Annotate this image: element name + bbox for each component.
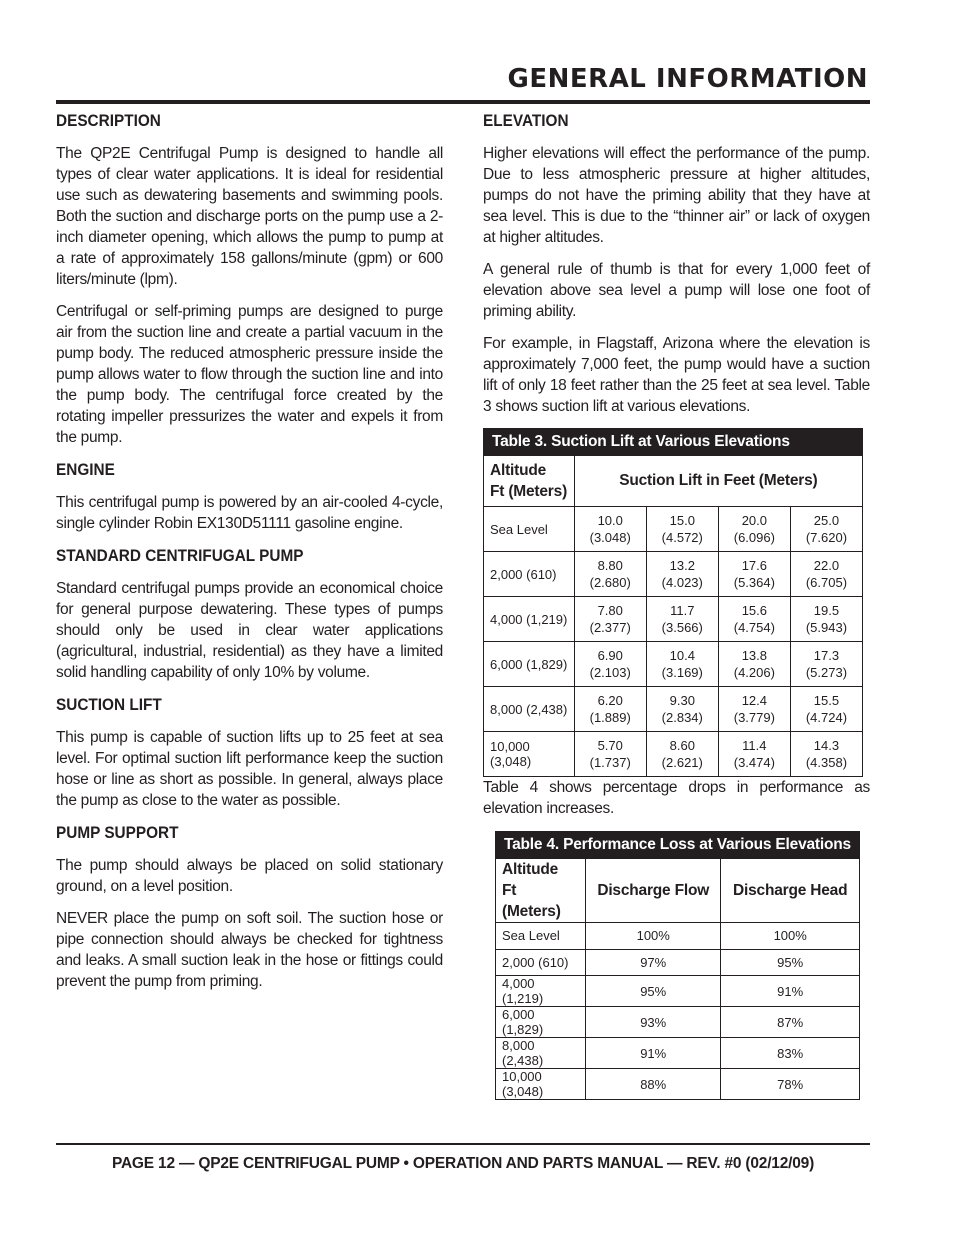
table3-value-cell	[790, 687, 862, 732]
suction-lift-meters: (2.834)	[661, 710, 703, 725]
table4-altitude-cell: 2,000 (610)	[496, 949, 586, 976]
pump-support-paragraph-2: NEVER place the pump on soft soil. The suction hose or pipe connection should always be checked for tightness and leaks. A small suction leak in the hose or fittings could prevent the pump from priming.	[56, 910, 443, 990]
table4-altitude-cell: 10,000 (3,048)	[496, 1069, 586, 1100]
suction-lift-feet: 8.80	[597, 558, 623, 573]
suction-lift-feet: 8.60	[669, 738, 695, 753]
suction-lift-meters: (2.103)	[589, 665, 631, 680]
suction-lift-feet: 15.5	[813, 693, 840, 708]
table3-value-cell	[718, 507, 790, 552]
suction-lift-feet: 15.0	[669, 513, 695, 528]
suction-lift-meters: (4.206)	[733, 665, 775, 680]
table4-flow-cell: 88%	[586, 1069, 721, 1100]
suction-lift-feet: 19.5	[813, 603, 840, 618]
page-footer: PAGE 12 — QP2E CENTRIFUGAL PUMP • OPERATION AND PARTS MANUAL — REV. #0 (02/12/09)	[111, 1155, 815, 1172]
elevation-paragraph-2: A general rule of thumb is that for every 1,000 feet of elevation above sea level a pump will lose one foot of priming ability.	[483, 261, 870, 320]
suction-lift-meters: (4.358)	[805, 755, 848, 770]
table-row	[496, 976, 860, 1007]
table3-value-cell	[574, 507, 646, 552]
table3-altitude-cell: Sea Level	[484, 507, 575, 552]
suction-lift-meters: (3.048)	[589, 530, 631, 545]
table3-value-cell	[718, 552, 790, 597]
suction-lift-feet: 11.7	[670, 603, 695, 618]
table3-suction-lift-header: Suction Lift in Feet (Meters)	[574, 456, 862, 507]
suction-lift-meters: (7.620)	[805, 530, 848, 545]
table-row	[496, 923, 860, 950]
suction-lift-meters: (1.889)	[589, 710, 631, 725]
suction-lift-feet: 17.3	[813, 648, 840, 663]
elevation-paragraph-4: Table 4 shows percentage drops in performance as elevation increases.	[483, 779, 870, 817]
table3-altitude-header-line1: Altitude	[490, 462, 547, 479]
table-row	[496, 949, 860, 976]
suction-lift-feet: 20.0	[741, 513, 767, 528]
elevation-section	[483, 112, 870, 417]
table3-value-cell	[646, 687, 718, 732]
suction-lift-feet: 15.6	[741, 603, 767, 618]
table-row	[496, 1038, 860, 1069]
page-title: GENERAL INFORMATION	[507, 64, 868, 94]
suction-lift-feet: 13.8	[741, 648, 767, 663]
table4-head-cell: 87%	[721, 1007, 860, 1038]
suction-lift-table	[483, 428, 863, 777]
table3-value-cell	[790, 507, 862, 552]
pump-support-section	[56, 824, 443, 992]
description-paragraph-2: Centrifugal or self-priming pumps are designed to purge air from the suction line and create a partial vacuum in the pump body. The reduced atmospheric pressure inside the pump allows water to flow through the suction line and into the pump body. The centrifugal force created by the rotating impeller pressurizes the water and expels it from the pump.	[56, 303, 443, 446]
suction-lift-paragraph: This pump is capable of suction lifts up to 25 feet at sea level. For optimal suction lift performance keep the suction hose or line as short as possible. In general, always place the pump as close to the water as possible.	[56, 729, 443, 809]
suction-lift-meters: (4.754)	[733, 620, 775, 635]
table3-value-cell	[646, 732, 718, 777]
table3-value-cell	[574, 732, 646, 777]
table3-body	[484, 507, 863, 777]
table4-altitude-cell: Sea Level	[496, 923, 586, 950]
standard-pump-heading: STANDARD CENTRIFUGAL PUMP	[56, 547, 304, 565]
table4-altitude-header	[496, 859, 586, 923]
engine-paragraph: This centrifugal pump is powered by an air-cooled 4-cycle, single cylinder Robin EX130D51111 gasoline engine.	[56, 494, 443, 532]
suction-lift-feet: 10.4	[669, 648, 695, 663]
suction-lift-meters: (4.724)	[805, 710, 848, 725]
suction-lift-feet: 22.0	[813, 558, 840, 573]
table3-altitude-header-line2: Ft (Meters)	[490, 483, 568, 500]
performance-loss-table	[495, 831, 860, 1100]
suction-lift-feet: 10.0	[597, 513, 623, 528]
table3-value-cell	[718, 642, 790, 687]
elevation-paragraph-3: For example, in Flagstaff, Arizona where the elevation is approximately 7,000 feet, the pump would have a suction lift of only 18 feet rather than the 25 feet at sea level. Table 3 shows suction lift at various elevations.	[483, 335, 870, 415]
suction-lift-meters: (3.566)	[661, 620, 703, 635]
left-column	[56, 112, 443, 1003]
table4-discharge-flow-header: Discharge Flow	[586, 859, 721, 923]
table4-flow-cell: 91%	[586, 1038, 721, 1069]
table4-caption: Table 4. Performance Loss at Various Elevations	[496, 832, 860, 859]
engine-heading: ENGINE	[56, 461, 115, 479]
table4-flow-cell: 95%	[586, 976, 721, 1007]
table4-head-cell: 83%	[721, 1038, 860, 1069]
header-rule	[56, 100, 870, 104]
suction-lift-feet: 17.6	[741, 558, 767, 573]
suction-lift-feet: 7.80	[597, 603, 623, 618]
pump-support-heading: PUMP SUPPORT	[56, 824, 179, 842]
suction-lift-meters: (5.273)	[805, 665, 848, 680]
table3-value-cell	[574, 552, 646, 597]
suction-lift-meters: (3.169)	[661, 665, 703, 680]
table-row	[496, 1069, 860, 1100]
table3-value-cell	[574, 597, 646, 642]
table-row	[484, 687, 863, 732]
suction-lift-feet: 6.90	[597, 648, 623, 663]
table3-value-cell	[574, 687, 646, 732]
suction-lift-heading: SUCTION LIFT	[56, 696, 162, 714]
table3-value-cell	[574, 642, 646, 687]
suction-lift-feet: 5.70	[597, 738, 623, 753]
table4-head-cell: 100%	[721, 923, 860, 950]
table3-value-cell	[790, 642, 862, 687]
table4-head-cell: 95%	[721, 949, 860, 976]
pump-support-paragraph-1: The pump should always be placed on solid stationary ground, on a level position.	[56, 857, 443, 895]
table3-value-cell	[790, 732, 862, 777]
suction-lift-meters: (3.779)	[733, 710, 775, 725]
table3-altitude-cell: 8,000 (2,438)	[484, 687, 575, 732]
elevation-heading: ELEVATION	[483, 112, 569, 130]
suction-lift-meters: (1.737)	[589, 755, 631, 770]
table3-value-cell	[646, 642, 718, 687]
suction-lift-feet: 6.20	[597, 693, 623, 708]
suction-lift-feet: 14.3	[813, 738, 840, 753]
table3-value-cell	[646, 597, 718, 642]
suction-lift-meters: (4.023)	[661, 575, 703, 590]
table3-altitude-cell: 4,000 (1,219)	[484, 597, 575, 642]
footer-rule	[56, 1143, 870, 1145]
suction-lift-feet: 25.0	[813, 513, 840, 528]
table4-altitude-cell: 4,000 (1,219)	[496, 976, 586, 1007]
suction-lift-meters: (5.943)	[805, 620, 848, 635]
table3-altitude-cell: 6,000 (1,829)	[484, 642, 575, 687]
table4-altitude-cell: 8,000 (2,438)	[496, 1038, 586, 1069]
description-paragraph-1: The QP2E Centrifugal Pump is designed to handle all types of clear water applications. It is ideal for residential use such as dewatering basements and swimming pools. Both the suction and discharge ports on the pump use a 2-inch diameter opening, which allows the pump to pump at a rate of approximately 158 gallons/minute (gpm) or 600 liters/minute (lpm).	[56, 145, 443, 288]
suction-lift-meters: (4.572)	[661, 530, 703, 545]
suction-lift-meters: (6.705)	[805, 575, 848, 590]
table4-body	[496, 923, 860, 1100]
suction-lift-meters: (2.377)	[589, 620, 631, 635]
standard-pump-paragraph: Standard centrifugal pumps provide an economical choice for general purpose dewatering. These types of pumps should only be used in clear water applications (agricultural, industrial, residential) as they have a limited solid handling capability of only 10% by volume.	[56, 580, 443, 681]
table3-value-cell	[646, 552, 718, 597]
table3-value-cell	[718, 732, 790, 777]
table3-altitude-header	[484, 456, 575, 507]
suction-lift-meters: (2.621)	[661, 755, 703, 770]
table3-altitude-cell: 10,000 (3,048)	[484, 732, 575, 777]
suction-lift-meters: (3.474)	[733, 755, 775, 770]
description-heading: DESCRIPTION	[56, 112, 161, 130]
table-row	[484, 507, 863, 552]
table3-value-cell	[790, 552, 862, 597]
table4-head-cell: 91%	[721, 976, 860, 1007]
table4-flow-cell: 97%	[586, 949, 721, 976]
table-row	[484, 732, 863, 777]
table3-caption: Table 3. Suction Lift at Various Elevations	[484, 429, 863, 456]
suction-lift-section	[56, 696, 443, 811]
table3-value-cell	[646, 507, 718, 552]
suction-lift-feet: 13.2	[669, 558, 695, 573]
table4-altitude-header-line2: Ft (Meters)	[502, 882, 561, 920]
suction-lift-feet: 11.4	[742, 738, 767, 753]
table4-flow-cell: 100%	[586, 923, 721, 950]
right-column	[483, 112, 870, 1100]
suction-lift-meters: (5.364)	[733, 575, 775, 590]
table-row	[484, 552, 863, 597]
table-row	[484, 642, 863, 687]
table4-altitude-cell: 6,000 (1,829)	[496, 1007, 586, 1038]
table3-value-cell	[718, 687, 790, 732]
description-section	[56, 112, 443, 448]
engine-section	[56, 461, 443, 534]
suction-lift-meters: (2.680)	[589, 575, 631, 590]
table3-value-cell	[718, 597, 790, 642]
table-row	[484, 597, 863, 642]
table3-value-cell	[790, 597, 862, 642]
table4-head-cell: 78%	[721, 1069, 860, 1100]
table-row	[496, 1007, 860, 1038]
suction-lift-feet: 9.30	[669, 693, 695, 708]
suction-lift-feet: 12.4	[741, 693, 767, 708]
table4-discharge-head-header: Discharge Head	[721, 859, 860, 923]
standard-pump-section	[56, 547, 443, 683]
table4-flow-cell: 93%	[586, 1007, 721, 1038]
elevation-paragraph-1: Higher elevations will effect the performance of the pump. Due to less atmospheric pressure at higher altitudes, pumps do not have the priming ability that they have at sea level. This is due to the “thinner air” or lack of oxygen at higher altitudes.	[483, 145, 870, 246]
table3-altitude-cell: 2,000 (610)	[484, 552, 575, 597]
suction-lift-meters: (6.096)	[733, 530, 775, 545]
table4-altitude-header-line1: Altitude	[502, 861, 559, 878]
